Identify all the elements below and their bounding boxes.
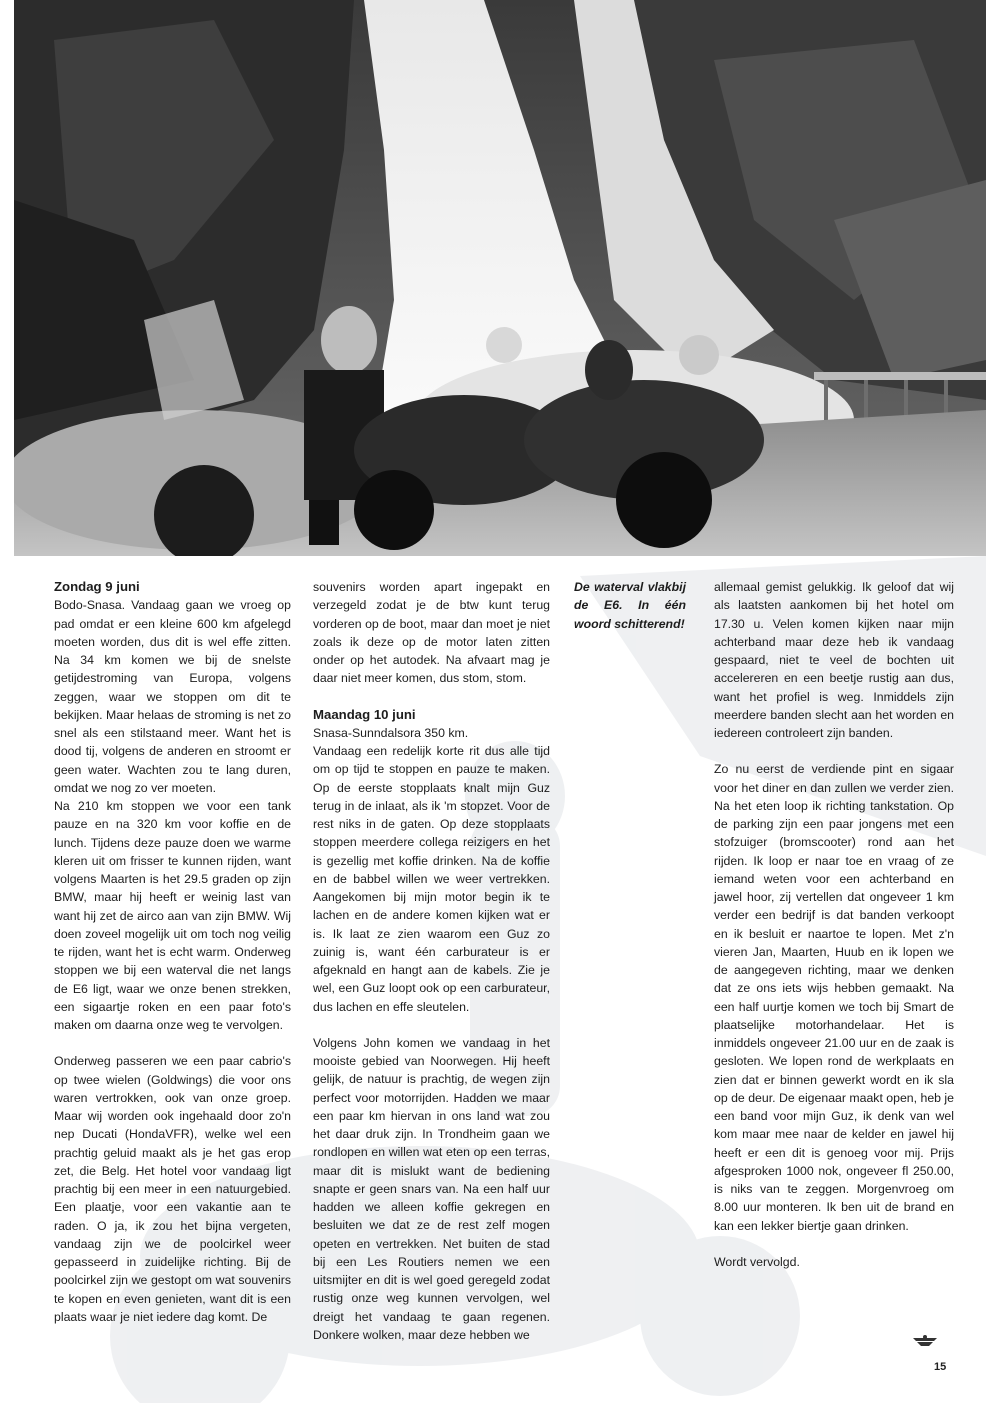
sign-off: Wordt vervolgd. <box>714 1254 800 1269</box>
paragraph: Vandaag een redelijk korte rit dus alle tijd om op tijd te stoppen en pauze te maken. Op de eerste stopplaats knalt mijn Guz terug in de inlaat, als ik 'm stopzet. Voor de rest niks in de gaten. Op deze stopplaats stoppen meerdere collega reizigers en het is gezellig met koffie drinken. Na de koffie en de babbel willen we weer vertrekken. Aangekomen bij mijn motor begin ik te lachen en de andere komen kijken wat er is. Ik laat ze zien waarom een Guz zo zuinig is, want één carburateur is er afgeknald en hangt aan de kabels. Zie je wel, een Guz loopt ook op een carburateur, dus lachen en effe sleutelen. <box>313 744 550 1014</box>
paragraph: Snasa-Sunndalsora 350 km. <box>313 725 469 740</box>
column-1 <box>54 578 291 1326</box>
paragraph: allemaal gemist gelukkig. Ik geloof dat wij als laatsten aankomen bij het hotel om 17.30 u. Velen komen kijken naar mijn achterband maar deze heb ik vandaag gespaard, niet te veel de bochten uit accelereren en een beetje rustig aan dus, want het profiel is weg. Inmiddels zijn meerdere banden slecht aan het worden en iedereen controleert zijn banden. <box>714 580 954 740</box>
paragraph: Na 210 km stoppen we voor een tank pauze en na 320 km voor koffie en de lunch. Tijdens deze pauze doen we warme kleren uit om frisser te kunnen rijden, want volgens Maarten is het 29.5 graden op zijn BMW, maar hij heeft er weinig last van want hij zet de airco aan van zijn BMW. Wij doen zoveel mogelijk uit om toch nog veilig te rijden, want het is echt warm. Onderweg stoppen we bij een waterval die net langs de E6 ligt, waar we onze benen strekken, een sigaartje roken en een paar foto's maken om daarna onze weg te vervolgen. <box>54 799 291 1032</box>
waterfall-motorcycles-image <box>14 0 986 556</box>
paragraph: Onderweg passeren we een paar cabrio's op twee wielen (Goldwings) die voor ons waren vertrokken, ook van onze groep. Maar wij worden ook ingehaald door zo'n nep Ducati (HondaVFR), welke wel een prachtig geluid maakt als je het gas erop zet, die Belg. Het hotel voor vandaag ligt prachtig bij een meer in een natuurgebied. Een plaatje, voor een vakantie aan te raden. O ja, ik zou het bijna vergeten, vandaag zijn we de poolcirkel weer gepasseerd in zuidelijke richting. Bij de poolcirkel zijn we gestopt om wat souvenirs te kopen en even genieten, want dit is een plaats waar je niet iedere dag komt. De <box>54 1054 291 1324</box>
heading-zondag: Zondag 9 juni <box>54 579 140 594</box>
paragraph: Volgens John komen we vandaag in het mooiste gebied van Noorwegen. Hij heeft gelijk, de natuur is prachtig, de wegen zijn perfect voor motorrijden. Hadden we maar een paar km hiervan in ons land wat zou het daar druk zijn. In Trondheim gaan we rondlopen en willen wat eten op een terras, maar dit is mislukt want de bediening snapte er geen snars van. Na een half uur hadden we alleen koffie gekregen en besluiten we dat ze de rest zelf mogen opeten en vertrekken. Net buiten de stad bij een Les Routiers nemen we een uitsmijter en dit is wel goed geregeld zodat rustig onze weg kunnen vervolgen, wel dreigt het vandaag te gaan regenen. Donkere wolken, maar deze hebben we <box>313 1035 550 1342</box>
club-logo-icon <box>912 1334 938 1348</box>
caption-text: De waterval vlakbij de E6. In één woord schitterend! <box>574 580 686 631</box>
column-4 <box>714 578 954 1271</box>
hero-photo <box>14 0 986 556</box>
photo-caption <box>574 578 686 633</box>
paragraph: souvenirs worden apart ingepakt en verzegeld zodat je de btw kunt terug vorderen op de boot, maar dan moet je niet zoals ik deze op de motor laten zitten onder op het autodek. Na afvaart mag je daar niet meer komen, dus stom, stom. <box>313 580 550 686</box>
page-number: 15 <box>934 1361 947 1373</box>
paragraph: Zo nu eerst de verdiende pint en sigaar voor het diner en dan zullen we verder zien. Na het eten loop ik richting tankstation. Op de parking zijn een paar jongens met een stofzuiger (bromscooter) rond aan het rijden. Ik loop er naar toe en vraag of ze iemand weten voor een achterband en jawel hoor, zij vertellen dat ongeveer 1 km verder een bedrijf is dat banden verkoopt en ik besluit er naartoe te lopen. Met z'n vieren Jan, Maarten, Huub en ik lopen we de aangegeven richting, maar we denken dat ze ons iets wijs hebben gemaakt. Na een half uurtje komen we toch bij Smart de plaatselijke motorhandelaar. Het is inmiddels ongeveer 21.00 uur en de zaak is gesloten. We lopen rond de werkplaats en zien dat er binnen gewerkt wordt en ik sla op de deur. De eigenaar maakt open, heb je een band voor mijn Guz, ik denk van wel kom maar mee naar de kelder en jawel hij heeft er een dit is genoeg voor mij. Prijs afgesproken 1000 nok, ongeveer fl 250.00, is niks van te zeggen. Morgenvroeg om 8.00 uur monteren. Ik ben uit de brand en kan een lekker biertje gaan drinken. <box>714 762 954 1233</box>
paragraph: Bodo-Snasa. Vandaag gaan we vroeg op pad omdat er een kleine 600 km afgelegd moeten worden, dus dit is wel effe zitten. Na 34 km komen we bij de snelste getijdestroming van Europa, volgens zeggen, waar we stoppen om dit te bekijken. Maar helaas de stroming is net zo snel als een stilstaand meer. Want het is dood tij, volgens de anderen en stroomt er geen water. Wachten zou te lang duren, omdat we nog zo ver moeten. <box>54 598 291 795</box>
column-2 <box>313 578 550 1344</box>
heading-maandag: Maandag 10 juni <box>313 706 416 722</box>
